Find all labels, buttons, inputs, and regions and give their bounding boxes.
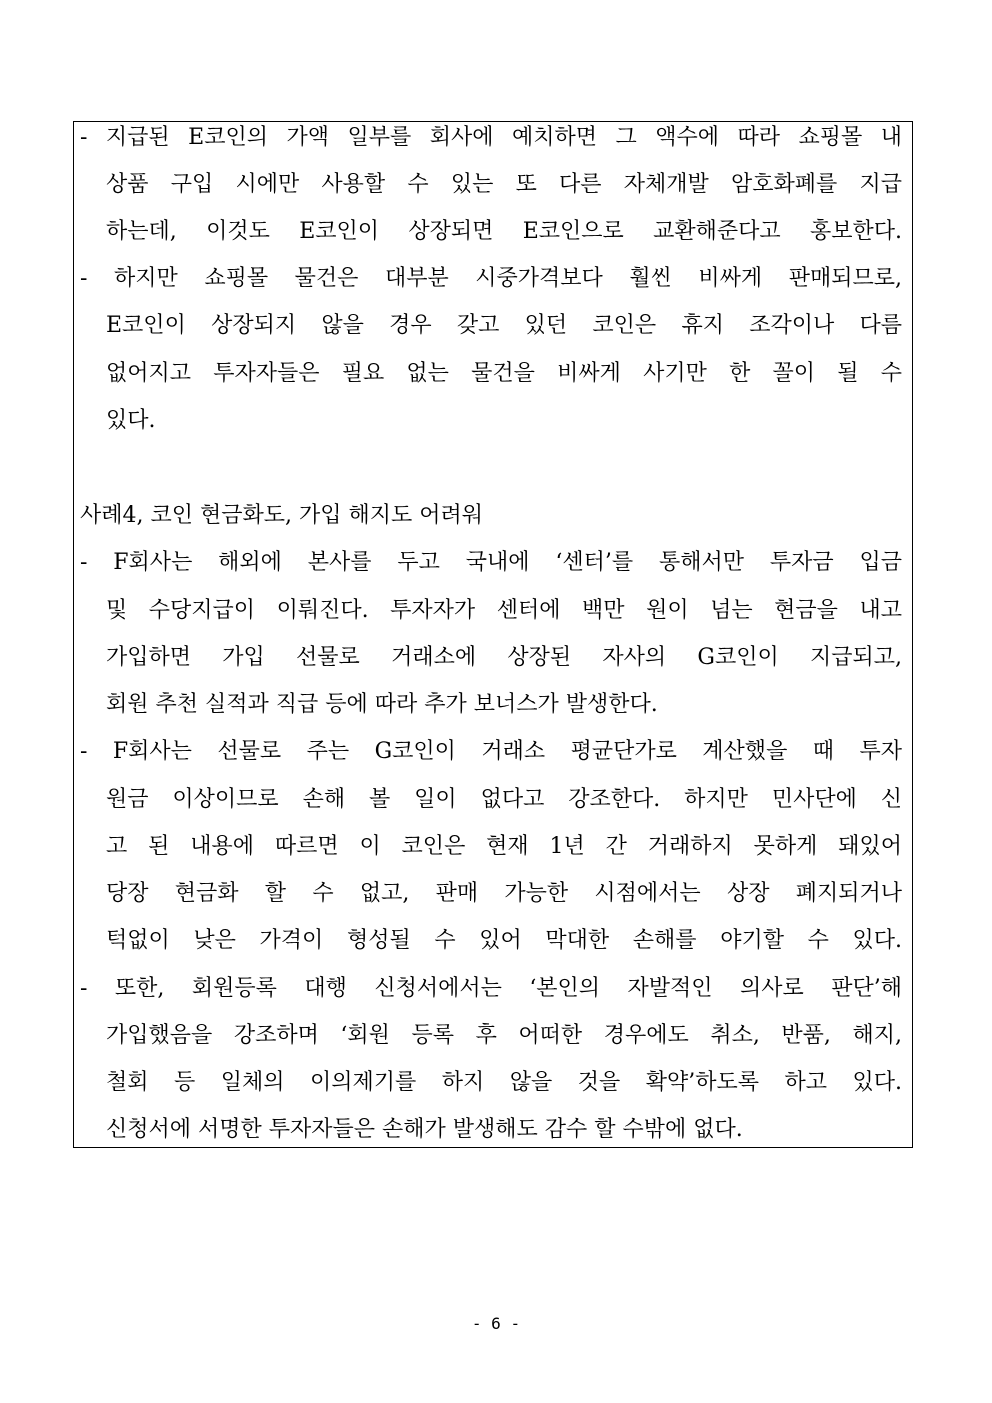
text-line: 및 수당지급이 이뤄진다. 투자자가 센터에 백만 원이 넘는 현금을 내고 bbox=[106, 598, 902, 623]
text-line: - 또한, 회원등록 대행 신청서에서는 ‘본인의 자발적인 의사로 판단’해 bbox=[80, 976, 902, 1001]
text-line: 고 된 내용에 따르면 이 코인은 현재 1년 간 거래하지 못하게 돼있어 bbox=[106, 834, 902, 859]
text-line: 신청서에 서명한 투자자들은 손해가 발생해도 감수 할 수밖에 없다. bbox=[106, 1117, 743, 1142]
text-line: 당장 현금화 할 수 없고, 판매 가능한 시점에서는 상장 폐지되거나 bbox=[106, 881, 902, 906]
text-line: - 하지만 쇼핑몰 물건은 대부분 시중가격보다 훨씬 비싸게 판매되므로, bbox=[80, 266, 902, 291]
text-line: 있다. bbox=[106, 408, 156, 433]
text-line: - 지급된 E코인의 가액 일부를 회사에 예치하면 그 액수에 따라 쇼핑몰 내 bbox=[80, 125, 902, 150]
text-line: - F회사는 선물로 주는 G코인이 거래소 평균단가로 계산했을 때 투자 bbox=[80, 739, 902, 764]
text-line: 원금 이상이므로 손해 볼 일이 없다고 강조한다. 하지만 민사단에 신 bbox=[106, 787, 902, 812]
text-line: - F회사는 해외에 본사를 두고 국내에 ‘센터’를 통해서만 투자금 입금 bbox=[80, 550, 902, 575]
text-line: 가입하면 가입 선물로 거래소에 상장된 자사의 G코인이 지급되고, bbox=[106, 645, 902, 670]
text-line: 가입했음을 강조하며 ‘회원 등록 후 어떠한 경우에도 취소, 반품, 해지, bbox=[106, 1023, 902, 1048]
text-line: 회원 추천 실적과 직급 등에 따라 추가 보너스가 발생한다. bbox=[106, 692, 658, 717]
text-line: 철회 등 일체의 이의제기를 하지 않을 것을 확약’하도록 하고 있다. bbox=[106, 1070, 902, 1095]
text-line: 상품 구입 시에만 사용할 수 있는 또 다른 자체개발 암호화폐를 지급 bbox=[106, 172, 902, 197]
case-heading: 사례4, 코인 현금화도, 가입 해지도 어려워 bbox=[80, 503, 483, 528]
text-line: 없어지고 투자자들은 필요 없는 물건을 비싸게 사기만 한 꼴이 될 수 bbox=[106, 361, 902, 386]
text-line: E코인이 상장되지 않을 경우 갖고 있던 코인은 휴지 조각이나 다름 bbox=[106, 313, 902, 338]
page-number: - 6 - bbox=[471, 1314, 521, 1333]
text-line: 하는데, 이것도 E코인이 상장되면 E코인으로 교환해준다고 홍보한다. bbox=[106, 219, 902, 244]
text-line: 턱없이 낮은 가격이 형성될 수 있어 막대한 손해를 야기할 수 있다. bbox=[106, 928, 902, 953]
